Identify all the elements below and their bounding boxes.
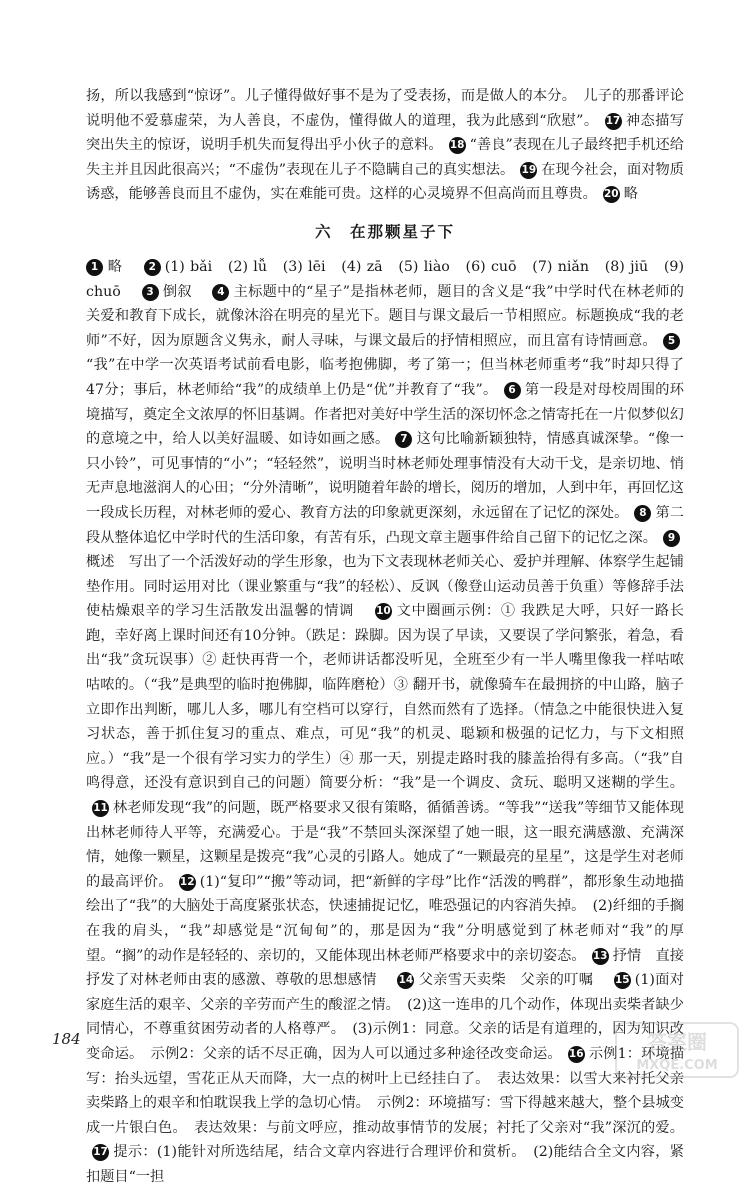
answer-text: 父亲雪天卖柴 父亲的叮嘱 bbox=[418, 972, 608, 989]
answer-text: 林老师发现“我”的问题，既严格要求又很有策略，循循善诱。“等我”“送我”等细节又能体现出林老师待人平等，充满爱心。于是“我”不禁回头深深望了她一眼，这一眼充满感激、充满深情，她像一颗星，这颗星是拨亮“我”心灵的引路人。她成了“一颗最亮的星星”，这是学生对老师的最高评价。 bbox=[86, 800, 684, 890]
answer-text: 这句比喻新颖独特，情感真诚深挚。“像一只小铃”，可见事情的“小”；“轻轻然”，说明当时林老师处理事情没有大动干戈，是亲切地、悄无声息地滋润人的心田；“分外清晰”，说明随着年龄的增长，阅历的增加，人到中年，再回忆这一段成长历程，对林老师的爱心、教育方法的印象就更深刻，永远留在了记忆的深处。 bbox=[86, 431, 684, 521]
question-number-badge: 6 bbox=[504, 382, 521, 399]
question-number-badge: 16 bbox=[568, 1046, 585, 1063]
answer-text: 第一段是对母校周围的环境描写，奠定全文浓厚的怀旧基调。作者把对美好中学生活的深切怀念之情寄托在一片似梦似幻的意境之中，给人以美好温暖、如诗如画之感。 bbox=[86, 381, 684, 448]
question-number-badge: 20 bbox=[603, 186, 620, 203]
answer-text: 抒情 直接抒发了对林老师由衷的感激、尊敬的思想感情 bbox=[86, 947, 684, 989]
watermark-line1: 答案圈 bbox=[647, 1030, 707, 1054]
question-number-badge: 8 bbox=[634, 505, 651, 522]
answer-text: 提示：(1)能针对所选结尾，结合文章内容进行合理评价和赏析。 (2)能结合全文内容，紧扣题目“一担 bbox=[86, 1144, 684, 1185]
question-number-badge: 13 bbox=[592, 948, 609, 965]
answer-content bbox=[86, 84, 699, 1190]
question-number-badge: 3 bbox=[142, 284, 159, 301]
question-number-badge: 2 bbox=[144, 259, 161, 276]
answer-text: 倒叙 bbox=[162, 283, 207, 300]
question-number-badge: 18 bbox=[449, 137, 466, 154]
answer-text: 略 bbox=[107, 258, 138, 275]
question-number-badge: 4 bbox=[212, 284, 229, 301]
question-number-badge: 11 bbox=[92, 800, 109, 817]
answer-text: 略 bbox=[623, 186, 638, 203]
answer-text: (1) bǎi (2) lǚ (3) lēi (4) zā (5) liào (6) cuō (7) niǎn (8) jiū (9) chuō bbox=[86, 258, 684, 300]
answer-text: 扬，所以我感到“惊讶”。儿子懂得做好事不是为了受表扬，而是做人的本分。 儿子的那番评论说明他不爱慕虚荣，为人善良，不虚伪，懂得做人的道理，我为此感到“欣慰”。 bbox=[86, 88, 684, 129]
answer-text: 主标题中的“星子”是指林老师，题目的含义是“我”中学时代在林老师的关爱和教育下成长，就像沐浴在明亮的星光下。题目与课文最后一节相照应。标题换成“我的老师”不好，因为原题含义隽永，耐人寻味，与课文最后的抒情相照应，而且富有诗情画意。 bbox=[86, 283, 684, 349]
answer-text: 文中圈画示例：① 我跌足大呼，只好一路长跑，幸好离上课时间还有10分钟。（跌足：跺脚。因为误了早读，又要误了学问繁张，着急，看出“我”贪玩误事）② 赶快再背一个，老师讲话都没听见，全班至少有一半人嘴里像我一样咕哝咕哝的。（“我”是典型的临时抱佛脚，临阵磨枪）③ 翻开书，就像骑车在最拥挤的中山路，脑子立即作出判断，哪儿人多，哪儿有空档可以穿行，自然而然有了选择。（情急之中能很快进入复习状态，善于抓住复习的重点、难点，可见“我”的机灵、聪颖和极强的记忆力，与下文相照应。）“我”是一个很有学习实力的学生）④ 那一天，别提走路时我的膝盖抬得有多高。（“我”自鸣得意，还没有意识到自己的问题）简要分析：“我”是一个调皮、贪玩、聪明又迷糊的学生。 bbox=[86, 603, 684, 792]
watermark-line2: MXQE.COM bbox=[636, 1058, 718, 1073]
answer-paragraph bbox=[86, 84, 699, 207]
question-number-badge: 7 bbox=[395, 431, 412, 448]
answer-text: 神态描写 突出失主的惊讶，说明手机失而复得出乎小伙子的意料。 bbox=[86, 112, 699, 154]
question-number-badge: 15 bbox=[614, 972, 631, 989]
question-number-badge: 17 bbox=[92, 1144, 109, 1161]
section-answers bbox=[86, 255, 684, 1190]
answer-paragraph bbox=[86, 255, 684, 1190]
section-title: 六 在那颗星子下 bbox=[314, 221, 455, 241]
watermark-logo bbox=[612, 1019, 742, 1081]
answer-text: “我”在中学一次英语考试前看电影，临考抱佛脚，考了第一；但当林老师重考“我”时却只得了47分；事后，林老师给“我”的成绩单上仍是“优”并教育了“我”。 bbox=[86, 357, 684, 398]
question-number-badge: 14 bbox=[397, 972, 414, 989]
question-number-badge: 9 bbox=[663, 530, 680, 547]
answer-text: “善良”表现在儿子最终把手机还给失主并且因此很高兴；“不虚伪”表现在儿子不隐瞒自己的真实想法。 bbox=[86, 137, 684, 178]
answer-text: (1)面对家庭生活的艰辛、父亲的辛劳而产生的酸涩之情。 (2)这一连串的几个动作，体现出卖柴者缺少同情心，不尊重贫困劳动者的人格尊严。 (3)示例1：同意。父亲的话是有道理的，因为知识改变命运。 示例2：父亲的话不尽正确，因为人可以通过多种途径改变命运。 bbox=[86, 972, 684, 1062]
question-number-badge: 5 bbox=[663, 333, 680, 350]
intro-section bbox=[86, 84, 699, 207]
answer-text: (1)“复印”“搬”等动词，把“新鲜的字母”比作“活泼的鸭群”，都形象生动地描绘出了“我”的大脑处于高度紧张状态，快速捕捉记忆，唯恐强记的内容消失掉。 (2)纤细的手搁在我的肩头，“我”却感觉是“沉甸甸”的，那是因为“我”分明感觉到了林老师对“我”的厚望。“搁”的动作是轻轻的、亲切的，又能体现出林老师严格要求中的亲切姿态。 bbox=[86, 873, 684, 964]
question-number-badge: 12 bbox=[179, 874, 196, 891]
question-number-badge: 10 bbox=[375, 603, 392, 620]
answer-text: 概述 写出了一个活泼好动的学生形象，也为下文表现林老师关心、爱护并理解、体察学生起铺垫作用。同时运用对比（课业繁重与“我”的轻松）、反讽（像登山运动员善于负重）等修辞手法使枯燥艰辛的学习生活散发出温馨的情调 bbox=[86, 554, 684, 620]
page-number: 184 bbox=[52, 1030, 81, 1048]
answer-text: 在现今社会，面对物质诱惑，能够善良而且不虚伪，实在难能可贵。这样的心灵境界不但高尚而且尊贵。 bbox=[86, 161, 684, 203]
question-number-badge: 17 bbox=[605, 113, 622, 130]
question-number-badge: 1 bbox=[86, 259, 103, 276]
question-number-badge: 19 bbox=[520, 162, 537, 179]
answer-text: 示例1：环境描写：抬头远望，雪花正从天而降，大一点的树叶上已经挂白了。 表达效果：以雪大来衬托父亲卖柴路上的艰辛和怕耽误我上学的急切心情。 示例2：环境描写：雪下得越来越大，整个县城变成一片银白色。 表达效果：与前文呼应，推动故事情节的发展；衬托了父亲对“我”深沉的爱。 bbox=[86, 1045, 685, 1136]
answer-text: 第二段从整体追忆中学时代的生活印象，有苦有乐，凸现文章主题事件给自己留下的记忆之深。 bbox=[86, 504, 684, 546]
